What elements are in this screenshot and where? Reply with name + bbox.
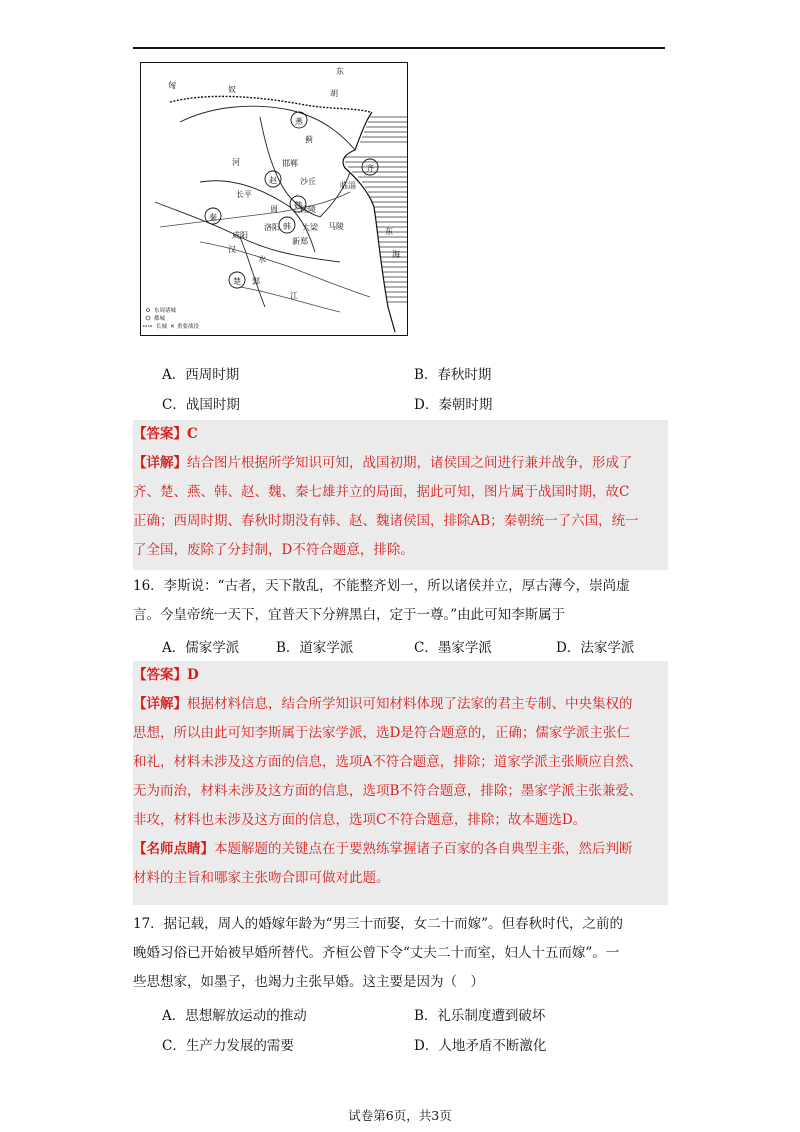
q15-detail-line: 了全国，废除了分封制，D不符合题意，排除。 [133, 542, 414, 558]
map-label: 海 [392, 250, 400, 259]
q16-detail-line: 【详解】根据材料信息，结合所学知识可知材料体现了法家的君主专制、中央集权的 [133, 696, 633, 712]
map-label: 东 [385, 227, 393, 236]
map-label: 临淄 [340, 181, 356, 190]
map-label: 邯郸 [282, 159, 298, 168]
map-label: 韩 [283, 222, 291, 231]
q16-detail-line: 和礼，材料未涉及这方面的信息，选项A不符合题意，排除；道家学派主张顺应自然、 [133, 754, 643, 770]
map-label: 沙丘 [300, 177, 316, 186]
map-label: 蓟 [305, 135, 313, 144]
q17-option-c: C．生产力发展的需要 [162, 1038, 294, 1054]
legend-label: 长城 [156, 324, 168, 330]
q15-detail-line: 正确；西周时期、春秋时期没有韩、赵、魏诸侯国，排除AB；秦朝统一了六国，统一 [133, 513, 639, 529]
q16-tip-line: 材料的主旨和哪家主张吻合即可做对此题。 [133, 870, 390, 886]
q16-option-b: B．道家学派 [276, 640, 354, 656]
map-label: 汉 [228, 245, 236, 254]
map-label: 周 [270, 205, 278, 214]
legend-battle-icon: ✕ [170, 324, 175, 330]
q16-detail-line: 非攻，材料也未涉及这方面的信息，选项C不符合题意，排除；故本题选D。 [133, 812, 587, 828]
map-label: 奴 [228, 85, 236, 94]
q16-stem [133, 572, 668, 630]
q16-answer-box [133, 661, 668, 905]
map-label: 郢 [252, 277, 260, 286]
map-label: 洛阳 [264, 223, 280, 232]
map-label: 长平 [236, 190, 252, 199]
q15-option-c: C．战国时期 [162, 397, 240, 413]
legend-label: 东周诸城 [154, 308, 177, 314]
q17-stem-line: 些思想家，如墨子，也竭力主张早婚。这主要是因为（ ） [133, 974, 484, 990]
map-label: 马陵 [328, 222, 344, 231]
map-label: 燕 [295, 117, 303, 126]
map-label: 匈 [168, 81, 176, 90]
map-label: 大梁 [302, 223, 318, 232]
map-label: 水 [258, 255, 266, 264]
q17-stem-line: 晚婚习俗已开始被早婚所替代。齐桓公曾下令“丈夫二十而室，妇人十五而嫁”。一 [133, 945, 620, 961]
warring-states-map [140, 62, 408, 336]
q17-option-b: B．礼乐制度遭到破坏 [414, 1008, 546, 1024]
legend-label: 都城 [154, 316, 166, 322]
q17-stem [133, 910, 668, 997]
q16-option-c: C．墨家学派 [414, 640, 492, 656]
q16-answer: 【答案】D [133, 667, 199, 683]
q16-stem-line: 言。今皇帝统一天下，宜普天下分辨黑白，定于一尊。”由此可知李斯属于 [133, 607, 566, 623]
q16-stem-line: 16．李斯说：“古者，天下散乱，不能整齐划一，所以诸侯并立，厚古薄今，崇尚虚 [133, 578, 630, 594]
map-label: 魏 [294, 201, 302, 210]
map-label: 楚 [233, 277, 241, 286]
q16-detail-line: 无为而治，材料未涉及这方面的信息，选项B不符合题意，排除；墨家学派主张兼爱、 [133, 783, 643, 799]
map-label: 东 [336, 67, 344, 76]
map-label: 咸阳 [232, 231, 248, 240]
q15-option-b: B．春秋时期 [414, 367, 492, 383]
q16-option-a: A．儒家学派 [162, 640, 240, 656]
q17-option-a: A．思想解放运动的推动 [162, 1008, 307, 1024]
map-label: 赵 [269, 176, 277, 185]
map-label: 胡 [330, 89, 338, 98]
q16-detail-line: 思想，所以由此可知李斯属于法家学派，选D是符合题意的，正确；儒家学派主张仁 [133, 725, 630, 741]
q16-tip-line: 【名师点睛】本题解题的关键点在于要熟练掌握诸子百家的各自典型主张，然后判断 [133, 841, 633, 857]
map-label: 桂陵 [300, 205, 316, 214]
q15-detail-line: 齐、楚、燕、韩、赵、魏、秦七雄并立的局面，据此可知，图片属于战国时期，故C [133, 484, 630, 500]
map-label: 江 [290, 291, 298, 300]
q15-option-d: D．秦朝时期 [414, 397, 493, 413]
q16-option-d: D．法家学派 [556, 640, 635, 656]
header-rule [133, 47, 665, 49]
legend-label: 重要战役 [177, 324, 200, 330]
map-label: 河 [232, 158, 240, 167]
q15-answer-box [133, 420, 668, 570]
q15-answer: 【答案】C [133, 426, 198, 442]
q17-option-d: D．人地矛盾不断激化 [414, 1038, 547, 1054]
q17-stem-line: 17．据记载，周人的婚嫁年龄为“男三十而娶，女二十而嫁”。但春秋时代，之前的 [133, 916, 623, 932]
page-footer: 试卷第6页，共3页 [348, 1108, 452, 1123]
q15-detail-line: 【详解】结合图片根据所学知识可知，战国初期，诸侯国之间进行兼并战争，形成了 [133, 455, 633, 471]
map-label: 齐 [366, 164, 374, 173]
map-label: 新郑 [292, 237, 308, 246]
map-label: 秦 [209, 213, 217, 222]
q15-option-a: A．西周时期 [162, 367, 240, 383]
